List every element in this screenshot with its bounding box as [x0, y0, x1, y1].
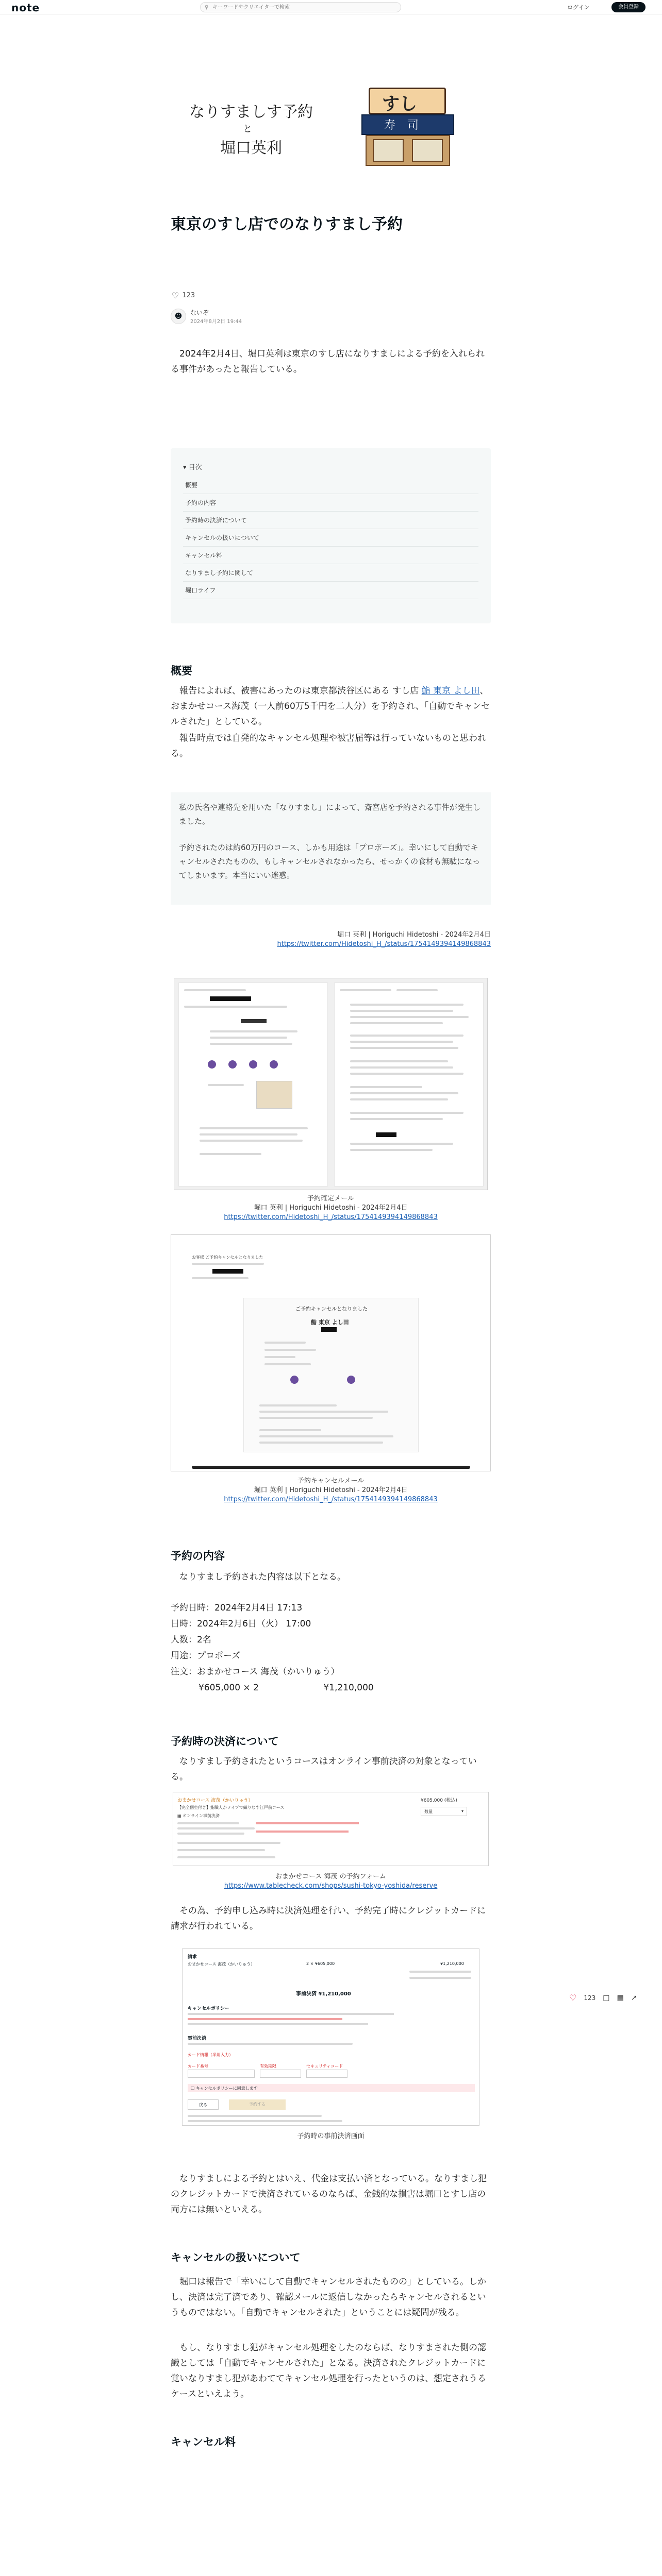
note-logo[interactable]: note	[11, 2, 40, 14]
sushi-shop-illustration	[361, 88, 454, 170]
table-of-contents	[171, 448, 491, 623]
caption-author: 堀口 英利 | Horiguchi Hidetoshi - 2024年2月4日	[254, 1486, 408, 1494]
course-sub: 【完全個室付き】鮨職人がライブで織りなす江戸前コース	[177, 1805, 285, 1810]
cancel-mail-screenshot	[171, 1234, 491, 1471]
avatar[interactable]: ☻	[171, 309, 186, 324]
agree-label: キャンセルポリシーに同意します	[195, 2086, 258, 2091]
card-number-label: カード番号	[188, 2064, 208, 2069]
submit-button[interactable]: 予約する	[229, 2099, 286, 2110]
share-icon[interactable]: ↗	[631, 1993, 637, 2002]
shop-link[interactable]: 鮨 東京 よし田	[421, 686, 480, 696]
overview-text: 報告によれば、被害にあったのは東京都渋谷区にある すし店	[179, 686, 422, 696]
quantity-select[interactable]	[421, 1807, 467, 1816]
signup-button[interactable]: 会員登録	[611, 2, 646, 12]
quote-citation	[171, 930, 491, 949]
section-heading-reservation: 予約の内容	[171, 1550, 225, 1562]
citation-link[interactable]: https://twitter.com/Hidetoshi_H_/status/1754149394149868843	[277, 940, 491, 948]
online-label: オンライン事前決済	[183, 1814, 220, 1818]
form-item: おまかせコース 海茂（かいりゅう）	[188, 1962, 255, 1967]
toc-item[interactable]: 予約時の決済について	[183, 512, 478, 529]
checkbox[interactable]: ☐	[191, 2086, 195, 2091]
form-total: ¥1,210,000	[318, 1991, 351, 1997]
course-online	[177, 1813, 220, 1819]
caption-title: 予約キャンセルメール	[297, 1477, 365, 1485]
hero-line2: と	[243, 124, 252, 134]
reservation-lead: なりすまし予約された内容は以下となる。	[179, 1572, 346, 1582]
quote-text: 私の氏名や連絡先を用いた「なりすまし」によって、斎宮店を予約される事件が発生しました。	[179, 803, 481, 826]
card-cvc-input[interactable]	[306, 2070, 347, 2078]
chevron-down-icon: ▾	[461, 1809, 464, 1814]
toc-item[interactable]: キャンセル料	[183, 547, 478, 564]
card-cvc-label: セキュリティコード	[306, 2064, 343, 2069]
search-icon: ⚲	[205, 4, 209, 10]
cancel-mail-body	[243, 1298, 419, 1452]
course-name: おまかせコース 海茂（かいりゅう）	[177, 1798, 253, 1803]
mail-right	[334, 982, 484, 1187]
course-price: ¥605,000 (税込)	[421, 1798, 457, 1803]
cancel-paragraph-1: 堀口は報告で「幸いにして自動でキャンセルされたものの」としている。しかし、決済は完了済であり、確認メールに返信しなかったらキャンセルされるというものではない。「自動でキャンセルされた」ということには疑問が残る。	[171, 2277, 486, 2318]
site-header	[0, 0, 662, 14]
caption-author: 堀口 英利 | Horiguchi Hidetoshi - 2024年2月4日	[254, 1204, 408, 1212]
intro-paragraph: 2024年2月4日、堀口英利は東京のすし店になりすましによる予約を入れられる事件があったと報告している。	[171, 349, 485, 375]
form-title: 請求	[188, 1955, 197, 1960]
post-date: 2024年8月2日 19:44	[190, 319, 242, 325]
card-title: カード情報（半角入力）	[188, 2053, 233, 2057]
like-number: 123	[182, 292, 195, 299]
order: 注文：おまかせコース 海茂（かいりゅう）	[171, 1667, 340, 1677]
form-total-row	[296, 1989, 351, 1997]
article-title: 東京のすし店でのなりすまし予約	[171, 215, 403, 233]
screenshot-caption	[171, 1872, 491, 1891]
floating-actions	[569, 1993, 637, 2003]
login-link[interactable]: ログイン	[567, 4, 590, 11]
mail-shop: 鮨 東京 よし田	[311, 1319, 349, 1326]
toc-item[interactable]: なりすまし予約に関して	[183, 564, 478, 582]
mail-left	[178, 982, 328, 1187]
caption-title: 予約確定メール	[307, 1195, 354, 1202]
payment-paragraph: その為、予約申し込み時に決済処理を行い、予約完了時にクレジットカードに請求が行われている。	[171, 1906, 486, 1931]
shop-sign: すし	[382, 94, 417, 114]
price-total: ¥1,210,000	[323, 1683, 374, 1693]
like-count[interactable]	[172, 291, 195, 300]
caption-link[interactable]: https://twitter.com/Hidetoshi_H_/status/1754149394149868843	[224, 1496, 438, 1503]
author-name[interactable]: ないぞ	[190, 309, 209, 316]
card-icon: ▦	[177, 1814, 181, 1818]
back-button[interactable]: 戻る	[188, 2099, 219, 2110]
reserved-date: 予約日時：2024年2月4日 17:13	[171, 1603, 303, 1613]
toc-item[interactable]: 概要	[183, 477, 478, 494]
section-heading-payment: 予約時の決済について	[171, 1735, 279, 1748]
overview-paragraph	[171, 683, 491, 730]
section-heading-fee: キャンセル料	[171, 2436, 236, 2448]
hero-line1: なりすましす予約	[189, 103, 313, 121]
payment-lead: なりすまし予約されたというコースはオンライン事前決済の対象となっている。	[171, 1756, 477, 1782]
overview-text: 、おまかせコース海茂（一人前60万5千円を二人分）を予約され、「自動でキャンセルされた」としている。	[171, 686, 490, 727]
author-block[interactable]	[171, 308, 242, 325]
hero-image	[171, 44, 491, 204]
policy-title: キャンセルポリシー	[188, 2006, 230, 2011]
screenshot-caption	[171, 1477, 491, 1504]
quantity-label: 数量	[424, 1809, 433, 1814]
noren-text: 寿 司	[384, 119, 423, 132]
toc-item[interactable]: 予約の内容	[183, 494, 478, 512]
blockquote	[171, 792, 491, 905]
purpose: 用途：プロポーズ	[171, 1651, 241, 1661]
mail-from: お客様 ご予約キャンセルとなりました	[192, 1255, 263, 1260]
people-count: 人数：2名	[171, 1635, 211, 1645]
chevron-down-icon: ▾	[183, 464, 187, 471]
caption-link[interactable]: https://www.tablecheck.com/shops/sushi-tokyo-yoshida/reserve	[224, 1882, 438, 1890]
comment-icon[interactable]: □	[603, 1993, 610, 2002]
cancel-paragraph-2: もし、なりすまし犯がキャンセル処理をしたのならば、なりすまされた側の認識としては「自動でキャンセルされた」となる。決済されたクレジットカードに覚いなりすまし犯があわててキャンセル処理を行ったというのは、想定されうるケースといえよう。	[171, 2343, 486, 2399]
heart-icon[interactable]: ♡	[569, 1993, 577, 2003]
toc-item[interactable]: キャンセルの扱いについて	[183, 529, 478, 547]
payment-form-screenshot	[182, 1948, 479, 2126]
caption-link[interactable]: https://twitter.com/Hidetoshi_H_/status/1754149394149868843	[224, 1213, 438, 1221]
agree-row[interactable]	[188, 2084, 475, 2092]
screenshot-caption	[171, 1194, 491, 1222]
toc-heading: 目次	[188, 464, 202, 471]
section-heading-overview: 概要	[171, 665, 192, 677]
hero-line3: 堀口英利	[220, 139, 282, 157]
pay-title: 事前決済	[188, 2036, 207, 2041]
side-like-count: 123	[584, 1994, 596, 2002]
price-unit: ¥605,000 × 2	[198, 1683, 259, 1693]
card-expiry-label: 有効期限	[260, 2064, 276, 2069]
citation-author: 堀口 英利 | Horiguchi Hidetoshi - 2024年2月4日	[337, 931, 491, 939]
quote-text: 予約されたのは約60万円のコース、しかも用途は「プロポーズ」。幸いにして自動でキャンセルされたものの、もしキャンセルされなかったら、せっかくの食材も無駄になってしまいます。本当にいい迷惑。	[179, 843, 481, 880]
caption-title: おまかせコース 海茂 の予約フォーム	[275, 1873, 386, 1880]
form-total-label: 事前決済	[296, 1991, 317, 1997]
card-expiry-select[interactable]	[260, 2070, 301, 2078]
reservation-details	[171, 1600, 491, 1696]
form-qty: 2 × ¥605,000	[306, 1961, 335, 1966]
mail-title: ご予約キャンセルとなりました	[295, 1307, 368, 1312]
search-box[interactable]	[200, 2, 401, 12]
section-heading-cancel: キャンセルの扱いについて	[171, 2251, 301, 2264]
card-number-input[interactable]	[188, 2070, 255, 2078]
toc-item[interactable]: 堀口ライフ	[183, 582, 478, 599]
search-input[interactable]	[211, 4, 387, 11]
toc-toggle[interactable]	[183, 462, 478, 471]
reservation-mail-screenshot	[174, 978, 488, 1190]
bookmark-icon[interactable]: ▦	[617, 1993, 624, 2002]
payment-conclusion: なりすましによる予約とはいえ、代金は支払い済となっている。なりすまし犯のクレジットカードで決済されているのならば、金銭的な損害は堀口とすし店の両方には無いといえる。	[171, 2174, 487, 2215]
form-amount: ¥1,210,000	[440, 1961, 464, 1966]
heart-icon[interactable]: ♡	[172, 291, 179, 300]
screenshot-caption: 予約時の事前決済画面	[297, 2132, 365, 2140]
course-form-screenshot	[173, 1792, 489, 1866]
price-row	[171, 1680, 491, 1696]
overview-paragraph-2: 報告時点では自発的なキャンセル処理や被害届等は行っていないものと思われる。	[171, 733, 486, 759]
visit-date: 日時：2024年2月6日（火） 17:00	[171, 1619, 311, 1629]
